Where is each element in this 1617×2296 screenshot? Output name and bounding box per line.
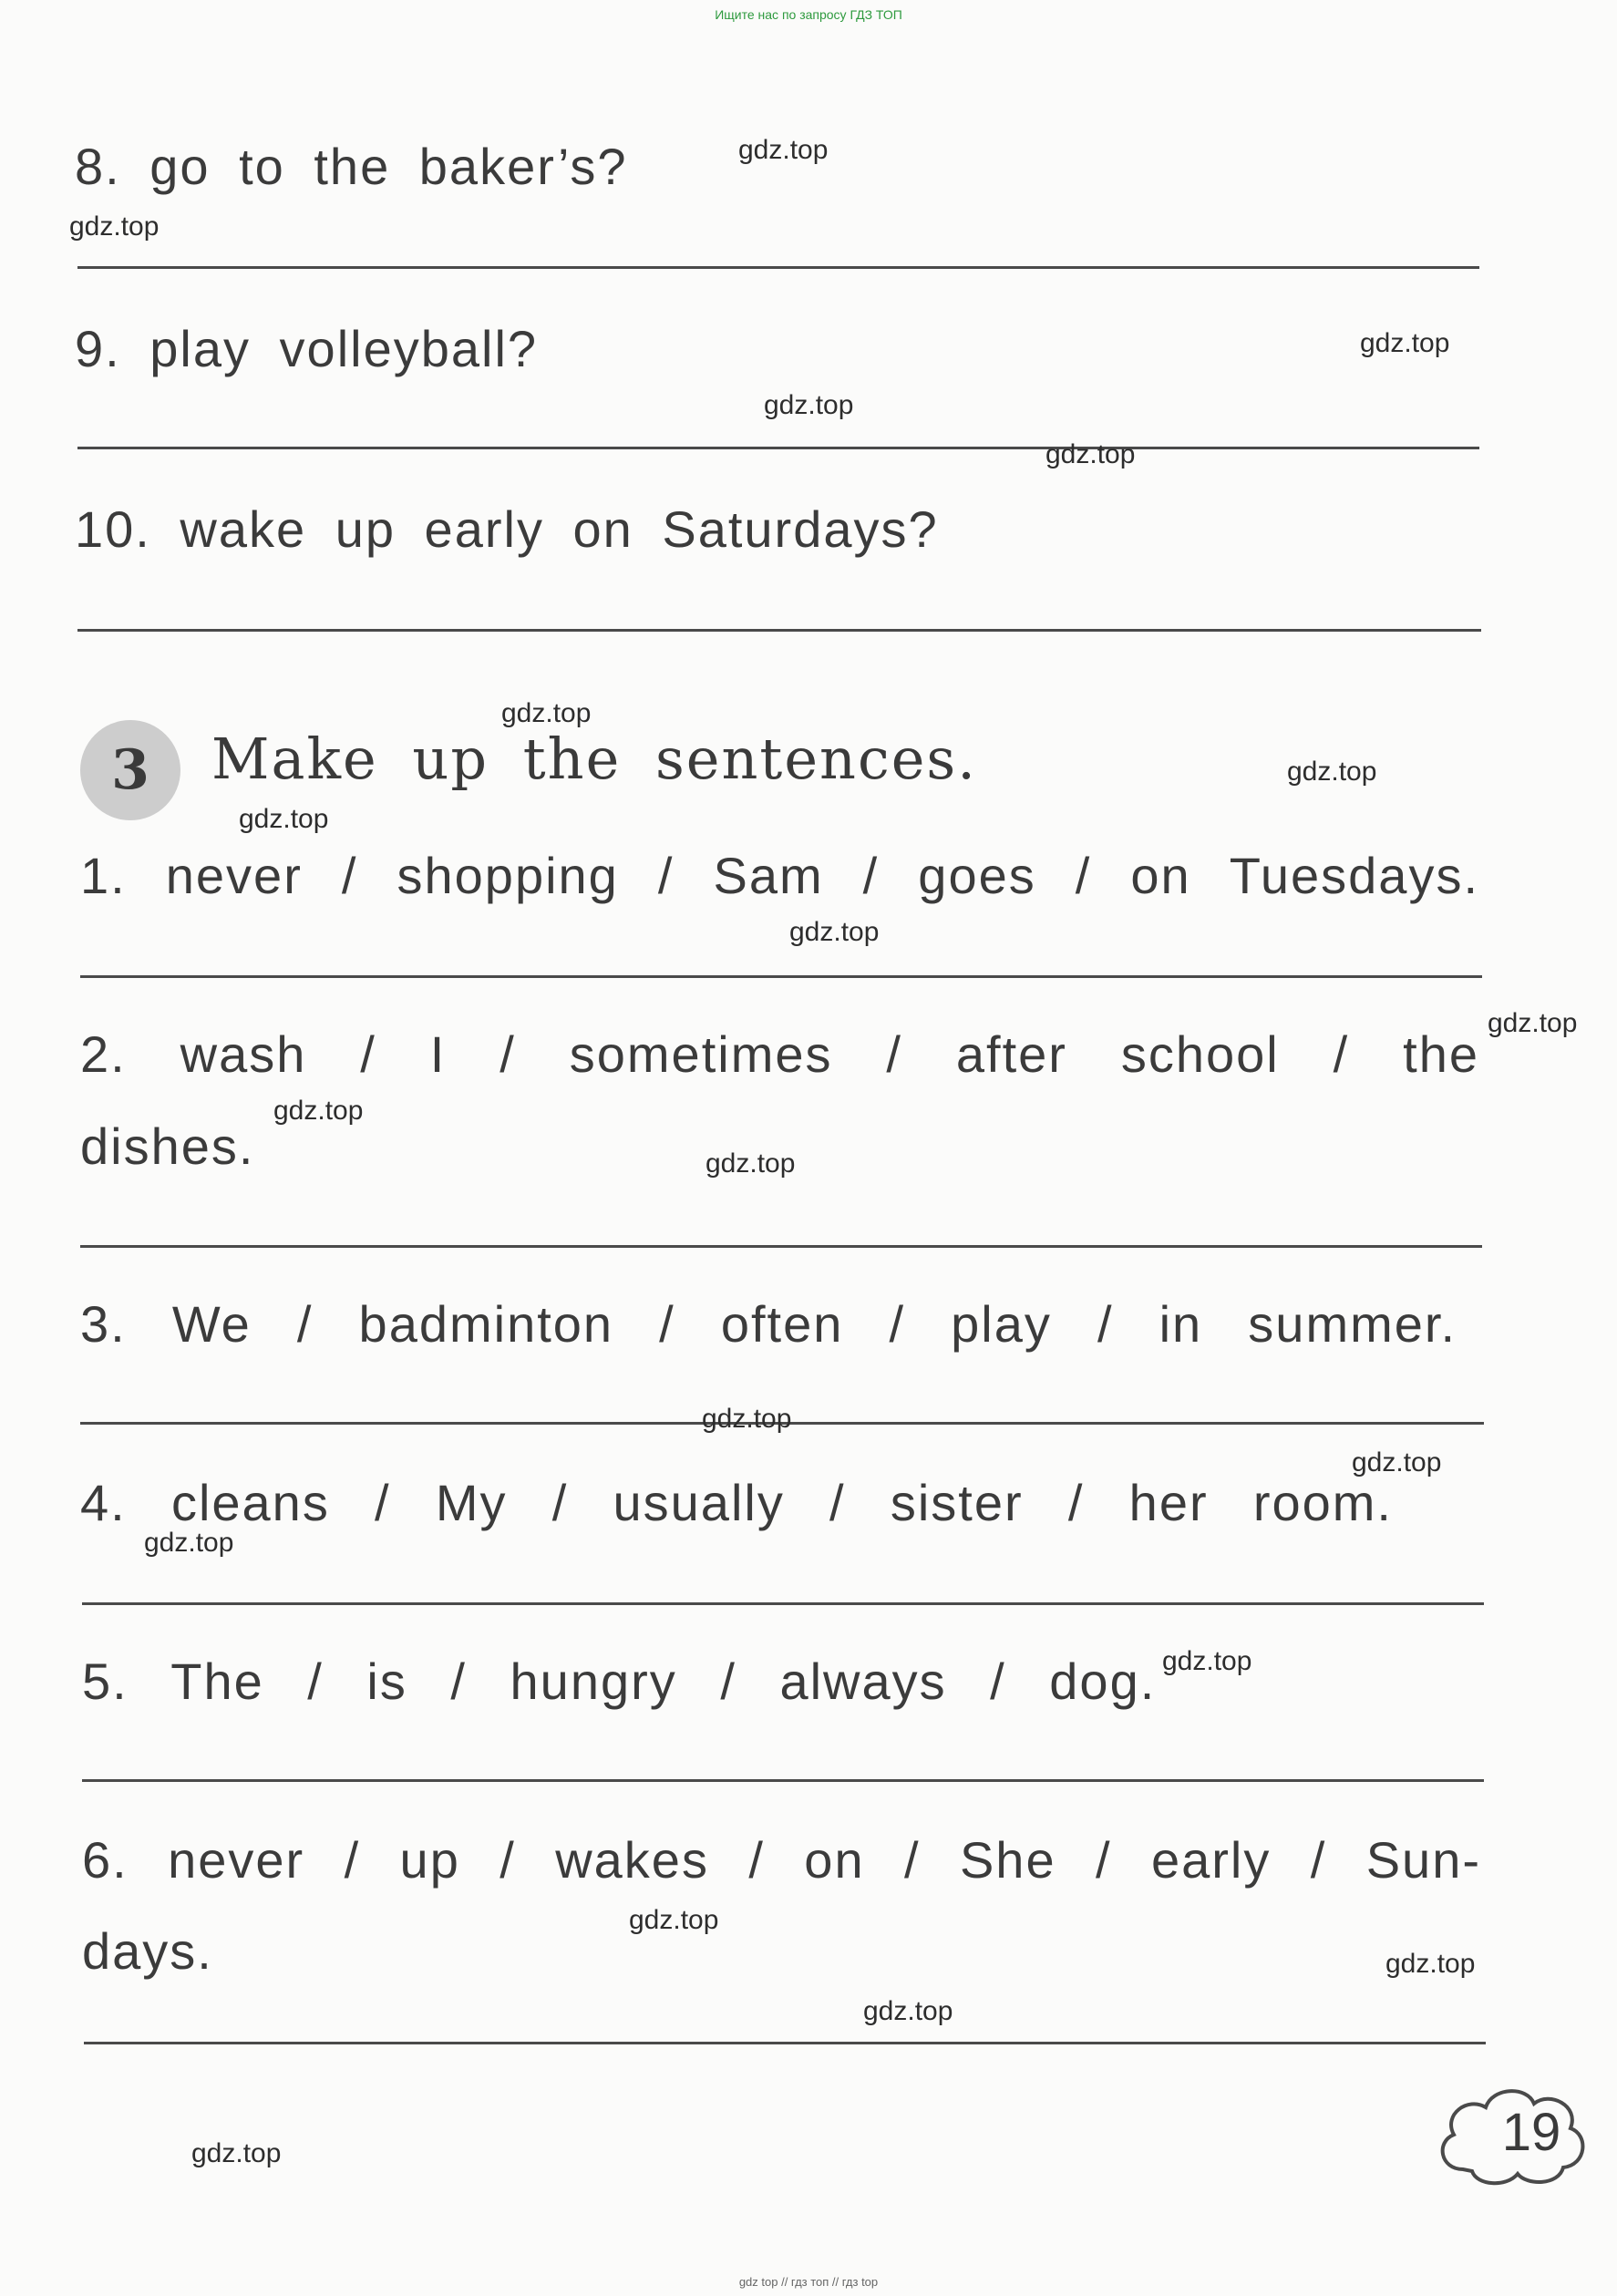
watermark-text: gdz.top bbox=[1045, 439, 1136, 469]
watermark-text: gdz.top bbox=[1352, 1447, 1442, 1477]
watermark-text: gdz.top bbox=[273, 1096, 364, 1126]
watermark-text: gdz.top bbox=[706, 1148, 796, 1179]
watermark-text: gdz.top bbox=[1162, 1646, 1252, 1676]
question-9 bbox=[75, 319, 538, 378]
watermark-text: gdz.top bbox=[764, 390, 854, 420]
sentence-item-5 bbox=[82, 1652, 1156, 1711]
answer-line bbox=[80, 1245, 1482, 1248]
item-words: The / is / hungry / always / dog. bbox=[170, 1653, 1157, 1710]
answer-line bbox=[82, 1602, 1484, 1605]
question-10 bbox=[75, 499, 939, 559]
watermark-text: gdz.top bbox=[738, 135, 829, 165]
watermark-text: gdz.top bbox=[1287, 757, 1377, 787]
sentence-item-4 bbox=[80, 1473, 1393, 1532]
item-number: 2. bbox=[80, 1025, 127, 1083]
watermark-text: gdz.top bbox=[789, 917, 880, 947]
question-number: 9. bbox=[75, 320, 121, 377]
answer-line bbox=[82, 1779, 1484, 1782]
item-words: wash / I / sometimes / after school / the bbox=[180, 1025, 1480, 1083]
question-number: 8. bbox=[75, 138, 121, 195]
exercise-title: Make up the sentences. bbox=[211, 726, 977, 792]
answer-line bbox=[77, 629, 1481, 632]
item-number: 5. bbox=[82, 1653, 129, 1710]
item-words: never / up / wakes / on / She / early / Sun- bbox=[168, 1831, 1481, 1889]
exercise-number: 3 bbox=[111, 738, 149, 802]
watermark-text: gdz.top bbox=[629, 1905, 719, 1935]
item-number: 1. bbox=[80, 847, 127, 904]
sentence-item-2-continued: dishes. bbox=[80, 1117, 255, 1175]
watermark-text: gdz.top bbox=[702, 1404, 792, 1434]
answer-line bbox=[77, 447, 1479, 449]
answer-line bbox=[84, 2042, 1486, 2044]
watermark-text: gdz.top bbox=[1488, 1008, 1578, 1038]
watermark-text: gdz.top bbox=[863, 1996, 953, 2026]
item-number: 6. bbox=[82, 1831, 129, 1889]
answer-line bbox=[80, 975, 1482, 978]
question-text: wake up early on Saturdays? bbox=[180, 500, 939, 558]
sentence-item-6-continued: days. bbox=[82, 1922, 213, 1980]
watermark-text: gdz.top bbox=[1385, 1949, 1476, 1979]
item-number: 3. bbox=[80, 1295, 127, 1353]
item-words: We / badminton / often / play / in summer. bbox=[171, 1295, 1457, 1353]
item-number: 4. bbox=[80, 1474, 127, 1531]
question-8 bbox=[75, 137, 628, 196]
top-search-note: Ищите нас по запросу ГДЗ ТОП bbox=[715, 7, 902, 22]
answer-line bbox=[77, 266, 1479, 269]
page-number: 19 bbox=[1501, 2103, 1561, 2162]
sentence-item-6 bbox=[82, 1830, 1481, 1889]
watermark-text: gdz.top bbox=[239, 804, 329, 834]
item-words: never / shopping / Sam / goes / on Tuesdays. bbox=[165, 847, 1479, 904]
watermark-text: gdz.top bbox=[191, 2138, 282, 2168]
watermark-text: gdz.top bbox=[501, 698, 592, 728]
sentence-item-3 bbox=[80, 1294, 1457, 1354]
question-text: play volleyball? bbox=[149, 320, 539, 377]
bottom-note: gdz top // гдз топ // гдз top bbox=[738, 2275, 879, 2289]
watermark-text: gdz.top bbox=[1360, 328, 1450, 358]
item-words: cleans / My / usually / sister / her room. bbox=[170, 1474, 1393, 1531]
question-text: go to the baker’s? bbox=[149, 138, 628, 195]
sentence-item-2 bbox=[80, 1024, 1479, 1084]
sentence-item-1 bbox=[80, 846, 1479, 905]
watermark-text: gdz.top bbox=[144, 1528, 234, 1558]
question-number: 10. bbox=[75, 500, 151, 558]
watermark-text: gdz.top bbox=[69, 211, 160, 242]
